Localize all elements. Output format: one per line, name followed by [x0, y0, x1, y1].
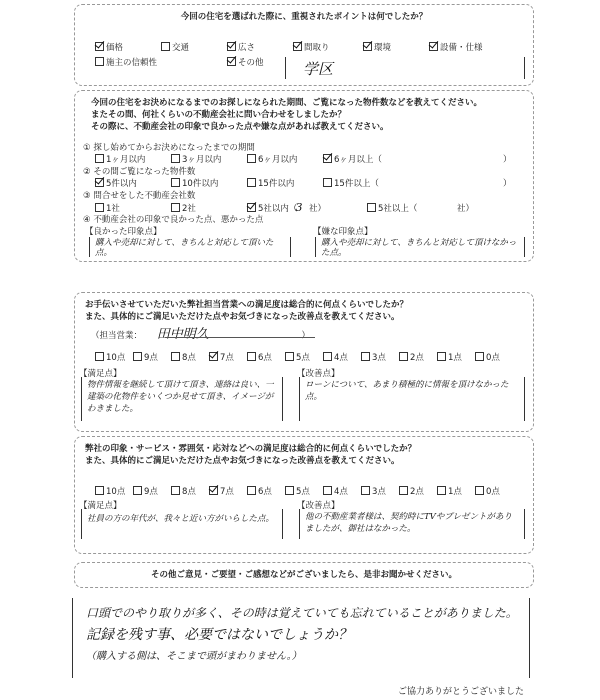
checkbox-option[interactable] [285, 485, 323, 497]
staff-score-options [95, 351, 513, 363]
checkbox-icon[interactable] [133, 486, 142, 495]
checkbox-label: 5社以内（ [258, 204, 298, 214]
checkbox-checked-icon[interactable] [95, 42, 104, 51]
checkbox-icon[interactable] [95, 203, 104, 212]
q2-options [95, 177, 512, 189]
checkbox-option[interactable] [429, 41, 509, 53]
checkbox-label: 0点 [486, 487, 500, 497]
checkbox-option[interactable] [323, 351, 361, 363]
checkbox-label: 設備・仕様 [440, 43, 483, 53]
section3-question [85, 299, 408, 323]
checkbox-label: 9点 [144, 353, 158, 363]
checkbox-label: 15件以内 [258, 179, 295, 189]
other-text: 学区 [303, 60, 334, 78]
checkbox-label: 10点 [106, 353, 126, 363]
checkbox-label: 間取り [304, 43, 330, 53]
checkbox-icon[interactable] [323, 178, 332, 187]
checkbox-option[interactable] [95, 56, 227, 68]
checkbox-label: その他 [238, 58, 264, 68]
company-count: 3 [295, 201, 303, 214]
checkbox-label: 2点 [410, 487, 424, 497]
good-impression-label: 【良かった印象点】 [85, 227, 162, 237]
comment-line: 記録を残す事、必要ではないでしょうか？ [86, 627, 352, 643]
checkbox-label: 15件以上（ [334, 179, 379, 189]
checkbox-icon[interactable] [475, 352, 484, 361]
bad-impression-label: 【嫌な印象点】 [313, 227, 373, 237]
checkbox-option[interactable] [293, 41, 363, 53]
checkbox-option[interactable] [323, 153, 503, 165]
checkbox-label: 6ヶ月以内 [258, 155, 298, 165]
staff-label: （担当営業： [91, 331, 143, 341]
checkbox-checked-icon[interactable] [227, 57, 236, 66]
checkbox-icon[interactable] [161, 42, 170, 51]
checkbox-option[interactable] [247, 177, 323, 189]
checkbox-icon[interactable] [247, 486, 256, 495]
checkbox-label: 3ヶ月以内 [182, 155, 222, 165]
checkbox-label: 10件以内 [182, 179, 219, 189]
checkbox-option[interactable] [399, 485, 437, 497]
checkbox-label: 4点 [334, 487, 348, 497]
checkbox-option[interactable] [247, 485, 285, 497]
checkbox-label: 価格 [106, 43, 124, 53]
checkbox-label: 1ヶ月以内 [106, 155, 146, 165]
checkbox-label: 6点 [258, 353, 272, 363]
checkbox-option[interactable] [209, 485, 247, 497]
checkbox-option[interactable] [363, 41, 429, 53]
q2-label: ② その間ご覧になった物件数 [83, 167, 196, 177]
checkbox-option[interactable] [323, 177, 503, 189]
checkbox-icon[interactable] [437, 486, 446, 495]
checkbox-label: 7点 [220, 353, 234, 363]
checkbox-icon[interactable] [95, 352, 104, 361]
company-score-options [95, 485, 513, 497]
comment-line: 口頭でのやり取りが多く、その時は覚えていても忘れていることがありました。 [86, 606, 518, 620]
company-bad-label: 【改善点】 [297, 501, 340, 511]
section5-question: その他ご意見・ご要望・ご感想などがございましたら、是非お聞かせください。 [150, 570, 457, 580]
checkbox-option[interactable] [95, 177, 171, 189]
paren-close: ） [503, 155, 512, 165]
checkbox-option[interactable] [171, 177, 247, 189]
bad-impression-text: 購入や売却に対して、きちんと対応して頂けなかった点。 [321, 238, 517, 258]
staff-row [91, 323, 310, 342]
checkbox-label: 1点 [448, 487, 462, 497]
unit-label: 社） [457, 204, 475, 214]
staff-bad-text: ローンについて、あまり積極的に情報を頂けなかった点。 [305, 380, 509, 402]
checkbox-option[interactable] [133, 351, 171, 363]
q1-options [95, 153, 512, 165]
section-selection-points [74, 4, 534, 86]
checkbox-label: 3点 [372, 487, 386, 497]
checkbox-option[interactable] [95, 351, 133, 363]
checkbox-option[interactable] [361, 485, 399, 497]
checkbox-option[interactable] [361, 351, 399, 363]
checkbox-label: 1社 [106, 204, 120, 214]
comment-line: （購入する側は、そこまで頭がまわりません。） [86, 651, 302, 662]
checkbox-option[interactable] [95, 41, 161, 53]
checkbox-icon[interactable] [285, 486, 294, 495]
checkbox-option[interactable] [437, 351, 475, 363]
staff-good-label: 【満足点】 [79, 369, 122, 379]
question-line: また、具体的にご満足いただけた点やお気づきになった改善点を教えてください。 [85, 456, 400, 466]
checkbox-icon[interactable] [95, 57, 104, 66]
staff-close: ） [301, 331, 310, 341]
checkbox-icon[interactable] [361, 486, 370, 495]
section-comments [74, 562, 534, 588]
checkbox-icon[interactable] [95, 154, 104, 163]
unit-label: 社） [309, 204, 327, 214]
checkbox-label: 4点 [334, 353, 348, 363]
checkbox-icon[interactable] [323, 352, 332, 361]
checkbox-checked-icon[interactable] [429, 42, 438, 51]
checkbox-checked-icon[interactable] [227, 42, 236, 51]
good-impression-text: 購入や売却に対して、きちんと対応して頂いた点。 [95, 238, 274, 258]
section-company-satisfaction [74, 436, 534, 554]
checkbox-checked-icon[interactable] [293, 42, 302, 51]
question-line: また、具体的にご満足いただけた点やお気づきになった改善点を教えてください。 [85, 312, 400, 322]
question-line: 弊社の印象・サービス・雰囲気・応対などへの満足度は総合的に何点くらいでしたか？ [85, 444, 417, 454]
checkbox-checked-icon[interactable] [363, 42, 372, 51]
checkbox-checked-icon[interactable] [209, 486, 218, 495]
staff-underline [165, 337, 315, 338]
question-line: お手伝いさせていただいた弊社担当営業への満足度は総合的に何点くらいでしたか？ [85, 300, 409, 310]
comments-text [86, 602, 518, 668]
checkbox-label: 6点 [258, 487, 272, 497]
checkbox-icon[interactable] [95, 486, 104, 495]
question-line: またその間、何社くらいの不動産会社に問い合わせをしましたか？ [91, 110, 347, 120]
staff-name: 田中明久 [156, 327, 209, 342]
checkbox-option[interactable] [95, 485, 133, 497]
checkbox-icon[interactable] [399, 486, 408, 495]
section2-question [91, 97, 482, 133]
checkbox-option[interactable] [133, 485, 171, 497]
checkbox-label: 10点 [106, 487, 126, 497]
checkbox-icon[interactable] [367, 203, 376, 212]
checkbox-icon[interactable] [475, 486, 484, 495]
checkbox-icon[interactable] [323, 486, 332, 495]
checkbox-option[interactable] [285, 351, 323, 363]
checkbox-checked-icon[interactable] [95, 178, 104, 187]
checkbox-option[interactable] [399, 351, 437, 363]
checkbox-option[interactable] [475, 351, 513, 363]
question-line: その際に、不動産会社の印象で良かった点や嫌な点があれば教えてください。 [91, 122, 389, 132]
q1-label: ① 探し始めてからお決めになったまでの期間 [83, 143, 255, 153]
checkbox-label: 2社 [182, 204, 196, 214]
checkbox-option[interactable] [367, 202, 457, 214]
checkbox-label: 5件以内 [106, 179, 137, 189]
checkbox-option[interactable] [227, 41, 293, 53]
checkbox-option[interactable] [161, 41, 227, 53]
checkbox-option[interactable] [171, 485, 209, 497]
checkbox-option[interactable] [171, 153, 247, 165]
checkbox-icon[interactable] [247, 178, 256, 187]
checkbox-icon[interactable] [399, 352, 408, 361]
checkbox-label: 環境 [374, 43, 392, 53]
footer-thanks: ご協力ありがとうございました [397, 687, 524, 697]
staff-good-text: 物件情報を継続して頂けて頂き、連絡は良い、一建築の化物件をいくつか見せて頂き、イメージがわきました。 [87, 380, 274, 414]
checkbox-label: 3点 [372, 353, 386, 363]
checkbox-label: 0点 [486, 353, 500, 363]
checkbox-option[interactable] [475, 485, 513, 497]
checkbox-option[interactable] [437, 485, 475, 497]
q4-label: ④ 不動産会社の印象で良かった点、悪かった点 [83, 215, 264, 225]
checkbox-checked-icon[interactable] [323, 154, 332, 163]
checkbox-icon[interactable] [171, 178, 180, 187]
paren-close: ） [503, 179, 512, 189]
checkbox-option[interactable] [247, 351, 285, 363]
checkbox-label: 5点 [296, 487, 310, 497]
checkbox-icon[interactable] [171, 154, 180, 163]
section-search-period [74, 90, 534, 262]
checkbox-icon[interactable] [247, 352, 256, 361]
company-bad-text: 他の不動産業者様は、契約時にTVやプレゼントがありましたが、御社はなかった。 [305, 512, 512, 534]
checkbox-icon[interactable] [171, 486, 180, 495]
checkbox-icon[interactable] [133, 352, 142, 361]
q3-label: ③ 問合せをした不動産会社数 [83, 191, 196, 201]
section4-question [85, 443, 416, 467]
checkbox-icon[interactable] [171, 203, 180, 212]
checkbox-label: 施主の信頼性 [106, 58, 158, 68]
checkbox-label: 5点 [296, 353, 310, 363]
checkbox-option[interactable] [171, 351, 209, 363]
checkbox-icon[interactable] [171, 352, 180, 361]
checkbox-icon[interactable] [285, 352, 294, 361]
checkbox-option[interactable] [247, 153, 323, 165]
company-good-text: 社員の方の年代が、我々と近い方がいらした点。 [87, 514, 275, 524]
checkbox-label: 6ヶ月以上（ [334, 155, 382, 165]
checkbox-option[interactable] [209, 351, 247, 363]
section1-question: 今回の住宅を選ばれた際に、重視されたポイントは何でしたか？ [180, 12, 428, 22]
checkbox-checked-icon[interactable] [209, 352, 218, 361]
checkbox-icon[interactable] [437, 352, 446, 361]
checkbox-label: 5社以上（ [378, 204, 418, 214]
checkbox-icon[interactable] [247, 154, 256, 163]
checkbox-label: 2点 [410, 353, 424, 363]
checkbox-label: 交通 [172, 43, 190, 53]
checkbox-label: 広さ [238, 43, 256, 53]
section-staff-satisfaction [74, 292, 534, 432]
checkbox-label: 9点 [144, 487, 158, 497]
checkbox-checked-icon[interactable] [247, 203, 256, 212]
checkbox-label: 7点 [220, 487, 234, 497]
checkbox-option[interactable] [323, 485, 361, 497]
checkbox-label: 8点 [182, 353, 196, 363]
checkbox-label: 8点 [182, 487, 196, 497]
checkbox-label: 1点 [448, 353, 462, 363]
company-good-label: 【満足点】 [79, 501, 122, 511]
staff-bad-label: 【改善点】 [297, 369, 340, 379]
checkbox-option[interactable] [95, 153, 171, 165]
checkbox-icon[interactable] [361, 352, 370, 361]
question-line: 今回の住宅をお決めになるまでのお探しになられた期間、ご覧になった物件数などを教えてください。 [91, 98, 483, 108]
